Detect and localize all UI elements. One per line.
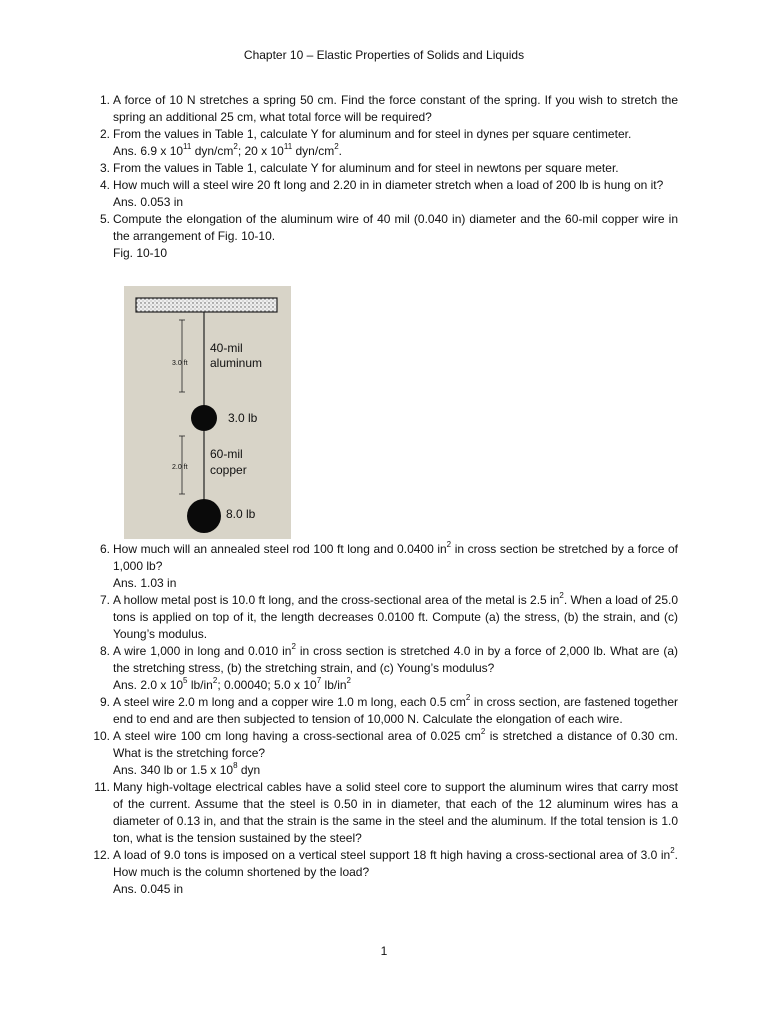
ceiling-beam [136,298,277,312]
question-text: Compute the elongation of the aluminum wire of 40 mil (0.040 in) diameter and the 60-mil copper wire in the arrangement of Fig. 10-10. [113,212,678,243]
question-text: Many high-voltage electrical cables have a solid steel core to support the aluminum wires that carry most of the current. Assume that the steel is 0.50 in in diameter, that each of the 12 aluminum wires has a diameter of 0.13 in, and that the strain is the same in the steel and the aluminum. If the total tension is 1.0 ton, what is the tension sustained by the steel? [113,780,678,845]
hanging-weights-diagram [124,286,291,539]
answer: Ans. 340 lb or 1.5 x $10^8$ dyn [113,761,261,777]
question-text: A steel wire 100 cm long having a cross-sectional area of 0.025 $cm^2$ is stretched a distance of 0.30 cm. What is the stretching force? [113,727,678,760]
answer: Ans. 2.0 x $10^5$ $lb/in^2$; 0.00040; 5.0 x $10^7$ $lb/in^2$ [113,676,351,692]
question-12 [88,847,678,898]
question-10 [88,728,678,779]
question-text: A wire 1,000 in long and 0.010 $in^2$ in cross section is stretched 4.0 in by a force of 2,000 lb. What are (a) the stretching stress, (b) the stretching strain, and (c) Young’s modulus? [113,642,678,675]
question-text: A force of 10 N stretches a spring 50 cm. Find the force constant of the spring. If you wish to stretch the spring an additional 25 cm, what total force will be required? [113,93,678,124]
question-11 [88,779,678,847]
answer: Ans. 6.9 x $10^{11}$ dyn/$cm^2$; 20 x $10^{11}$ dyn/$cm^2$. [113,142,342,158]
question-number: 12. [93,848,110,862]
question-1 [88,92,678,126]
question-text: How much will a steel wire 20 ft long and 2.20 in in diameter stretch when a load of 200 lb is hung on it? [113,178,664,192]
wire-label-1-line1: 40-mil [210,341,243,355]
figure-10-10 [124,286,291,539]
weight-1 [191,405,217,431]
chapter-title: Chapter 10 – Elastic Properties of Solids and Liquids [243,48,525,62]
question-7 [88,592,678,643]
answer: Ans. 0.045 in [113,882,184,896]
question-number: 5. [99,212,110,226]
question-6 [88,541,678,592]
weight-2 [187,499,221,533]
wire-label-2-line2: copper [210,463,247,477]
question-number: 9. [99,695,110,709]
wire-label-2-line1: 60-mil [210,447,243,461]
question-text: From the values in Table 1, calculate Y for aluminum and for steel in newtons per square meter. [113,161,619,175]
page-number: 1 [380,944,388,958]
question-number: 3. [99,161,110,175]
length-label-1: 3.0 ft [172,360,188,367]
question-2 [88,126,678,160]
question-number: 2. [99,127,110,141]
question-number: 4. [99,178,110,192]
weight-label-2: 8.0 lb [226,507,256,521]
question-3 [88,160,678,177]
question-9 [88,694,678,728]
question-number: 1. [99,93,110,107]
question-number: 11. [94,780,110,794]
question-number: 6. [99,542,110,556]
length-label-2: 2.0 ft [172,464,188,471]
answer: Ans. 0.053 in [113,195,184,209]
questions-list-part1 [88,92,678,262]
answer: Ans. 1.03 in [113,576,177,590]
question-number: 7. [99,593,110,607]
question-text: From the values in Table 1, calculate Y for aluminum and for steel in dynes per square centimeter. [113,127,632,141]
question-text: How much will an annealed steel rod 100 ft long and 0.0400 $in^2$ in cross section be stretched by a force of 1,000 lb? [113,540,678,573]
question-number: 10. [93,729,110,743]
wire-label-1-line2: aluminum [210,356,263,370]
figure-label: Fig. 10-10 [113,246,168,260]
question-text: A steel wire 2.0 m long and a copper wire 1.0 m long, each 0.5 $cm^2$ in cross section, are fastened together end to end and are then subjected to tension of 10,000 N. Calculate the elongation of each wire. [113,693,678,726]
question-number: 8. [99,644,110,658]
question-text: A load of 9.0 tons is imposed on a vertical steel support 18 ft high having a cross-sectional area of 3.0 $in^2$. How much is the column shortened by the load? [113,846,678,879]
question-5 [88,211,678,262]
question-4 [88,177,678,211]
weight-label-1: 3.0 lb [228,411,258,425]
questions-list-part2 [88,541,678,898]
question-8 [88,643,678,694]
question-text: A hollow metal post is 10.0 ft long, and the cross-sectional area of the metal is 2.5 $in^2$. When a load of 25.0 tons is applied on top of it, the length decreases 0.0100 ft. Compute (a) the stress, (b) the strain, and (c) Young’s modulus. [113,591,679,641]
